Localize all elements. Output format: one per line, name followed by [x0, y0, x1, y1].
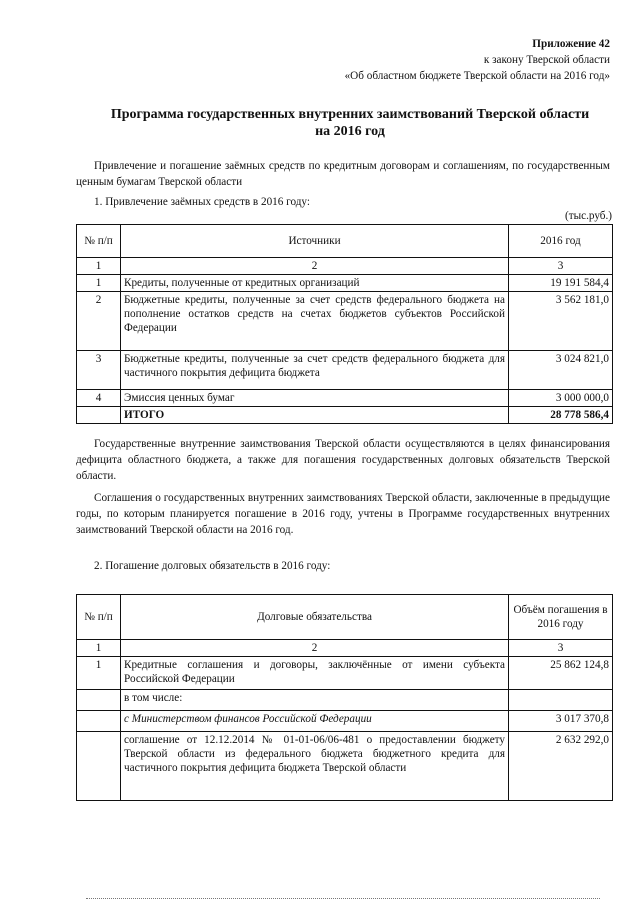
table-row: [77, 732, 613, 801]
agreement-value: 2 632 292,0: [509, 732, 613, 801]
paragraph-3: [76, 490, 610, 538]
header-num: № п/п: [77, 225, 121, 258]
total-value: 28 778 586,4: [509, 407, 613, 424]
page-bottom-edge: [86, 898, 600, 900]
table-row: [77, 657, 613, 690]
colnum-1: 1: [77, 640, 121, 657]
including-label: в том числе:: [121, 690, 509, 711]
header-volume: Объём погашения в 2016 году: [509, 595, 613, 640]
table-row: [77, 292, 613, 351]
row-empty-cell: [509, 690, 613, 711]
colnum-2: 2: [121, 640, 509, 657]
row-value: 25 862 124,8: [509, 657, 613, 690]
colnum-3: 3: [509, 258, 613, 275]
borrowings-table: [76, 224, 613, 424]
colnum-2: 2: [121, 258, 509, 275]
table-total-row: [77, 407, 613, 424]
row-empty-cell: [77, 711, 121, 732]
row-value: 3 024 821,0: [509, 351, 613, 390]
appendix-law-title: «Об областном бюджете Тверской области на 2016 год»: [344, 70, 610, 82]
header-num: № п/п: [77, 595, 121, 640]
row-num: 2: [77, 292, 121, 351]
table-colnum-row: [77, 258, 613, 275]
table-colnum-row: [77, 640, 613, 657]
row-value: 3 000 000,0: [509, 390, 613, 407]
paragraph-2: [76, 436, 610, 484]
ministry-name: с Министерством финансов Российской Федерации: [121, 711, 509, 732]
intro-text: Привлечение и погашение заёмных средств по кредитным договорам и соглашениям, по государственным ценным бумагам Тверской области: [76, 160, 610, 188]
intro-paragraph: [76, 158, 610, 190]
page-title-line2: на 2016 год: [315, 124, 385, 139]
row-name: Бюджетные кредиты, полученные за счет средств федерального бюджета для частичного покрытия дефицита бюджета: [121, 351, 509, 390]
row-empty-cell: [77, 690, 121, 711]
table-row: [77, 690, 613, 711]
row-name: Кредитные соглашения и договоры, заключённые от имени субъекта Российской Федерации: [121, 657, 509, 690]
table-row: [77, 390, 613, 407]
paragraph-3-text: Соглашения о государственных внутренних заимствованиях Тверской области, заключенные в предыдущие годы, по которым планируется погашение в 2016 году, учтены в Программе государственных внутренних заимствований Тверской области на 2016 год.: [76, 492, 610, 536]
table-header-row: [77, 595, 613, 640]
colnum-1: 1: [77, 258, 121, 275]
colnum-3: 3: [509, 640, 613, 657]
row-value: 3 562 181,0: [509, 292, 613, 351]
row-num: 3: [77, 351, 121, 390]
paragraph-2-text: Государственные внутренние заимствования Тверской области осуществляются в целях финансирования дефицита областного бюджета, а также для погашения государственных долговых обязательств Тверской области.: [76, 438, 610, 482]
section2-heading: 2. Погашение долговых обязательств в 2016 году:: [94, 560, 331, 572]
header-obligation: Долговые обязательства: [121, 595, 509, 640]
table-row: [77, 275, 613, 292]
table-header-row: [77, 225, 613, 258]
ministry-value: 3 017 370,8: [509, 711, 613, 732]
table-row: [77, 711, 613, 732]
row-value: 19 191 584,4: [509, 275, 613, 292]
appendix-law: к закону Тверской области: [483, 54, 610, 66]
row-empty-cell: [77, 732, 121, 801]
page-title-line1: Программа государственных внутренних заимствований Тверской области: [110, 107, 590, 122]
table-row: [77, 351, 613, 390]
row-num: 1: [77, 275, 121, 292]
row-name: Бюджетные кредиты, полученные за счет средств федерального бюджета на пополнение остатков средств на счетах бюджетов субъектов Российской Федерации: [121, 292, 509, 351]
section1-heading: 1. Привлечение заёмных средств в 2016 году:: [94, 196, 310, 208]
unit-label: (тыс.руб.): [564, 210, 612, 222]
total-empty-cell: [77, 407, 121, 424]
row-name: Кредиты, полученные от кредитных организаций: [121, 275, 509, 292]
header-source: Источники: [121, 225, 509, 258]
appendix-number: Приложение 42: [532, 38, 610, 50]
total-label: ИТОГО: [121, 407, 509, 424]
row-num: 1: [77, 657, 121, 690]
row-name: Эмиссия ценных бумаг: [121, 390, 509, 407]
row-num: 4: [77, 390, 121, 407]
appendix-header: [345, 36, 610, 84]
page-title: [60, 106, 640, 140]
repayment-table: [76, 594, 613, 801]
agreement-name: соглашение от 12.12.2014 № 01-01-06/06-481 о предоставлении бюджету Тверской области из федерального бюджета бюджетного кредита для частичного покрытия дефицита бюджета Тверской области: [121, 732, 509, 801]
header-year: 2016 год: [509, 225, 613, 258]
